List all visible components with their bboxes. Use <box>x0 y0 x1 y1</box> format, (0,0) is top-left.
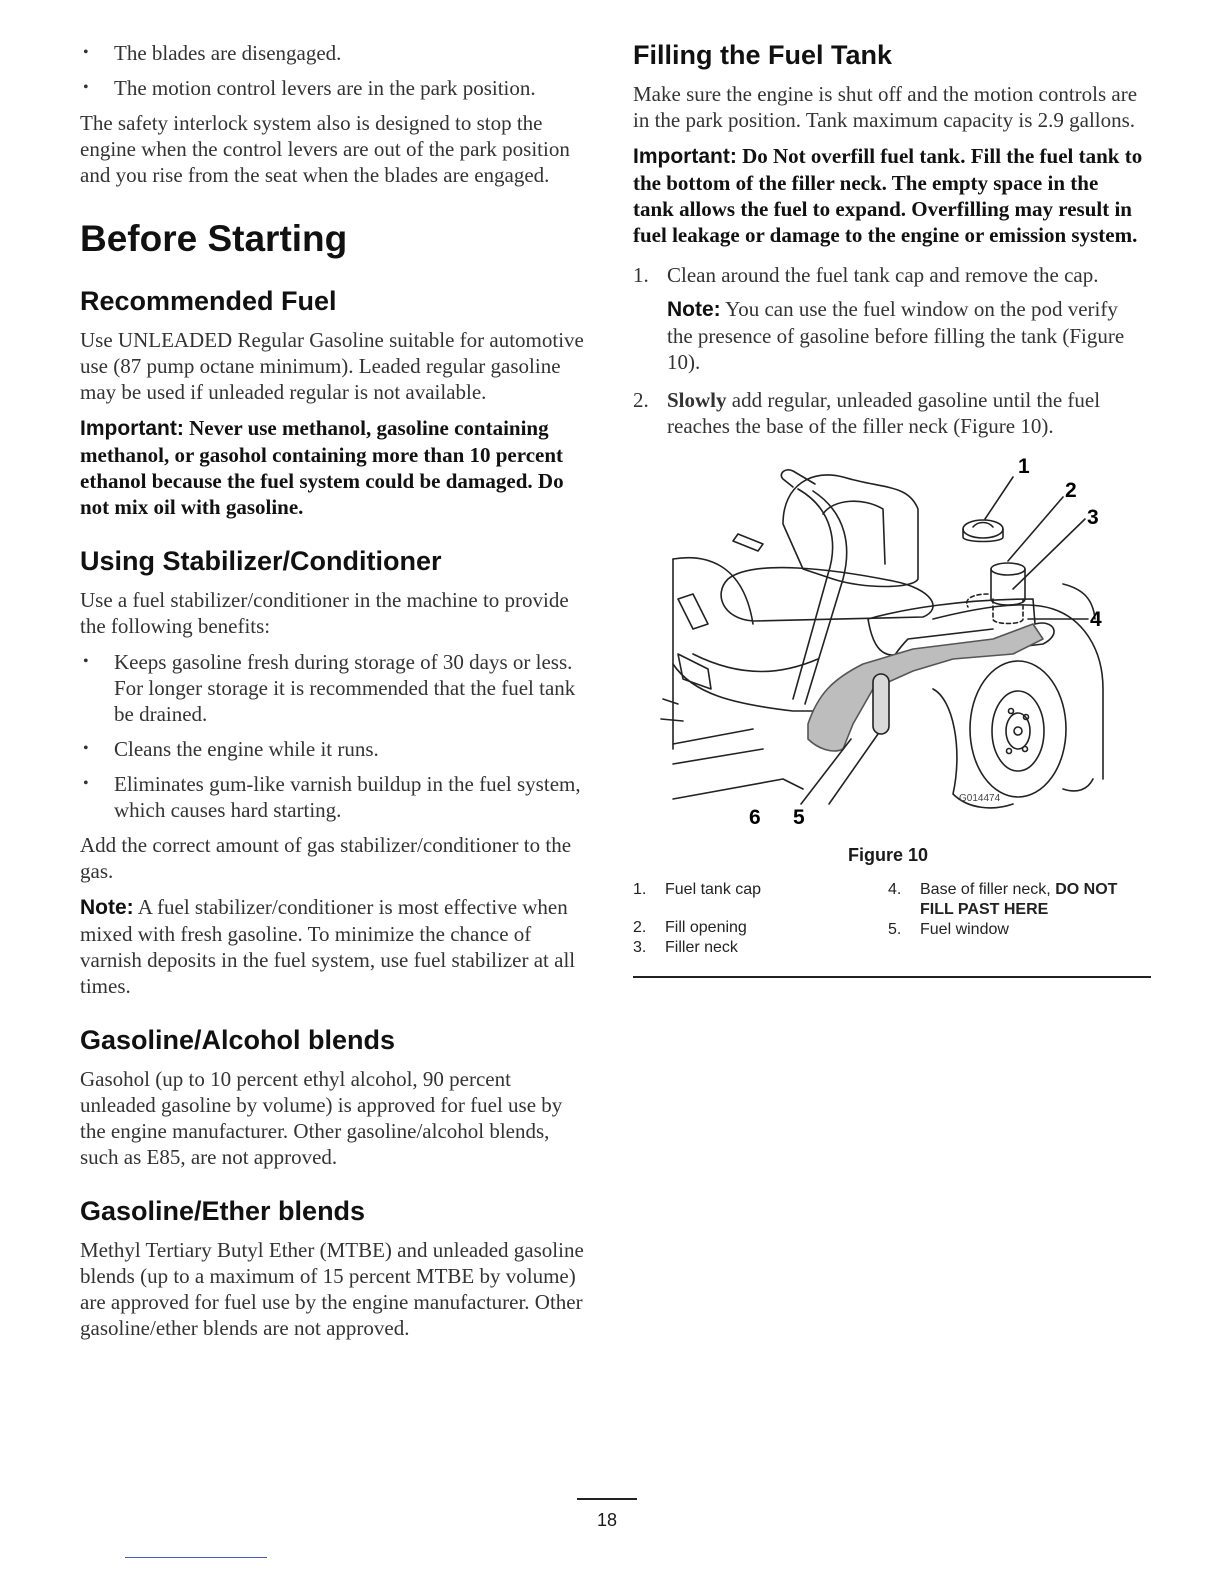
callout-2: 2 <box>1065 479 1077 502</box>
legend-item <box>888 880 1143 920</box>
legend-item <box>633 938 888 958</box>
callout-4: 4 <box>1090 608 1102 631</box>
legend-column-left <box>633 880 888 958</box>
fuel-important-notice <box>80 415 585 520</box>
list-item: • Cleans the engine while it runs. <box>80 736 585 762</box>
important-label: Important: <box>633 145 737 168</box>
legend-item <box>888 920 1143 940</box>
stabilizer-heading: Using Stabilizer/Conditioner <box>80 546 442 576</box>
step-item <box>633 262 1143 375</box>
recommended-fuel-heading: Recommended Fuel <box>80 286 337 316</box>
figure-code: G014474 <box>959 793 1001 804</box>
legend-text: Fuel tank cap <box>665 881 762 898</box>
legend-text: Fill opening <box>665 919 747 936</box>
recommended-fuel-paragraph: Use UNLEADED Regular Gasoline suitable for automotive use (87 pump octane minimum). Leaded regular gasoline may be used if unleaded regular is not available. <box>80 328 584 404</box>
callout-3: 3 <box>1087 506 1099 529</box>
list-item: • Keeps gasoline fresh during storage of 30 days or less. For longer storage it is recommended that the fuel tank be drained. <box>80 649 585 727</box>
important-label: Important: <box>80 417 184 440</box>
filling-paragraph: Make sure the engine is shut off and the motion controls are in the park position. Tank maximum capacity is 2.9 gallons. <box>633 82 1138 132</box>
stabilizer-note <box>80 894 585 999</box>
figure-legend <box>633 880 1143 958</box>
legend-column-right <box>888 880 1143 958</box>
step-text: Clean around the fuel tank cap and remove the cap. <box>667 263 1099 287</box>
legend-number: 4. <box>888 881 902 898</box>
note-label: Note: <box>667 298 721 321</box>
filling-fuel-tank-heading: Filling the Fuel Tank <box>633 40 893 70</box>
left-column <box>80 40 585 1351</box>
important-text: Do Not overfill fuel tank. Fill the fuel tank to the bottom of the filler neck. The empty space in the tank allows the fuel to expand. Overfilling may result in fuel leakage or damage to the engine or emission system. <box>633 144 1143 247</box>
list-item: • Eliminates gum-like varnish buildup in the fuel system, which causes hard starting. <box>80 771 585 823</box>
legend-text-plain: Base of filler neck, <box>920 881 1051 898</box>
callout-1: 1 <box>1018 455 1030 478</box>
overfill-important-notice <box>633 143 1143 248</box>
legend-number: 3. <box>633 939 647 956</box>
step-text: add regular, unleaded gasoline until the fuel reaches the base of the filler neck (Figure 10). <box>667 388 1101 438</box>
alcohol-blends-paragraph: Gasohol (up to 10 percent ethyl alcohol, 90 percent unleaded gasoline by volume) is approved for fuel use by the engine manufacturer. Other gasoline/alcohol blends, such as E85, are not approved. <box>80 1067 563 1169</box>
stabilizer-paragraph: Use a fuel stabilizer/conditioner in the machine to provide the following benefits: <box>80 588 569 638</box>
legend-number: 5. <box>888 921 902 938</box>
section-title: Before Starting <box>80 218 348 259</box>
callout-6: 6 <box>749 806 761 829</box>
filling-steps <box>633 262 1143 439</box>
right-column <box>633 40 1143 978</box>
legend-number: 1. <box>633 881 647 898</box>
ether-blends-heading: Gasoline/Ether blends <box>80 1196 366 1226</box>
mower-fuel-tank-drawing <box>633 449 1143 849</box>
step-emphasis: Slowly <box>667 388 727 412</box>
interlock-conditions-list <box>80 40 585 101</box>
fuel-window-note <box>667 296 1143 375</box>
stabilizer-benefits-list <box>80 649 585 823</box>
alcohol-blends-heading: Gasoline/Alcohol blends <box>80 1025 396 1055</box>
figure-caption: Figure 10 <box>847 845 929 865</box>
legend-item <box>633 918 888 938</box>
section-divider <box>633 976 1151 978</box>
note-label: Note: <box>80 896 134 919</box>
note-text: A fuel stabilizer/conditioner is most effective when mixed with fresh gasoline. To minimize the chance of varnish deposits in the fuel system, use fuel stabilizer at all times. <box>80 895 576 998</box>
page-number: 18 <box>577 1498 637 1531</box>
legend-text-warning: DO NOT FILL PAST HERE <box>920 881 1118 918</box>
step-number: 2. <box>633 388 649 412</box>
list-item: • The motion control levers are in the park position. <box>80 75 585 101</box>
footer-rule <box>125 1557 267 1558</box>
figure-10-illustration <box>633 449 1143 849</box>
legend-text: Fuel window <box>920 921 1009 938</box>
legend-text <box>920 880 1143 920</box>
important-text: Never use methanol, gasoline containing methanol, or gasohol containing more than 10 percent ethanol because the fuel system could be damaged. Do not mix oil with gasoline. <box>80 416 564 519</box>
callout-5: 5 <box>793 806 805 829</box>
step-number: 1. <box>633 263 649 287</box>
list-item: • The blades are disengaged. <box>80 40 585 66</box>
legend-item <box>633 880 888 900</box>
step-item <box>633 387 1143 439</box>
legend-text: Filler neck <box>665 939 738 956</box>
stabilizer-paragraph-2: Add the correct amount of gas stabilizer/conditioner to the gas. <box>80 833 572 883</box>
note-text: You can use the fuel window on the pod verify the presence of gasoline before filling the tank (Figure 10). <box>667 297 1125 374</box>
legend-number: 2. <box>633 919 647 936</box>
interlock-paragraph: The safety interlock system also is designed to stop the engine when the control levers are out of the park position and you rise from the seat when the blades are engaged. <box>80 111 570 187</box>
ether-blends-paragraph: Methyl Tertiary Butyl Ether (MTBE) and unleaded gasoline blends (up to a maximum of 15 percent MTBE by volume) are approved for fuel use by the engine manufacturer. Other gasoline/ether blends are not approved. <box>80 1238 584 1340</box>
